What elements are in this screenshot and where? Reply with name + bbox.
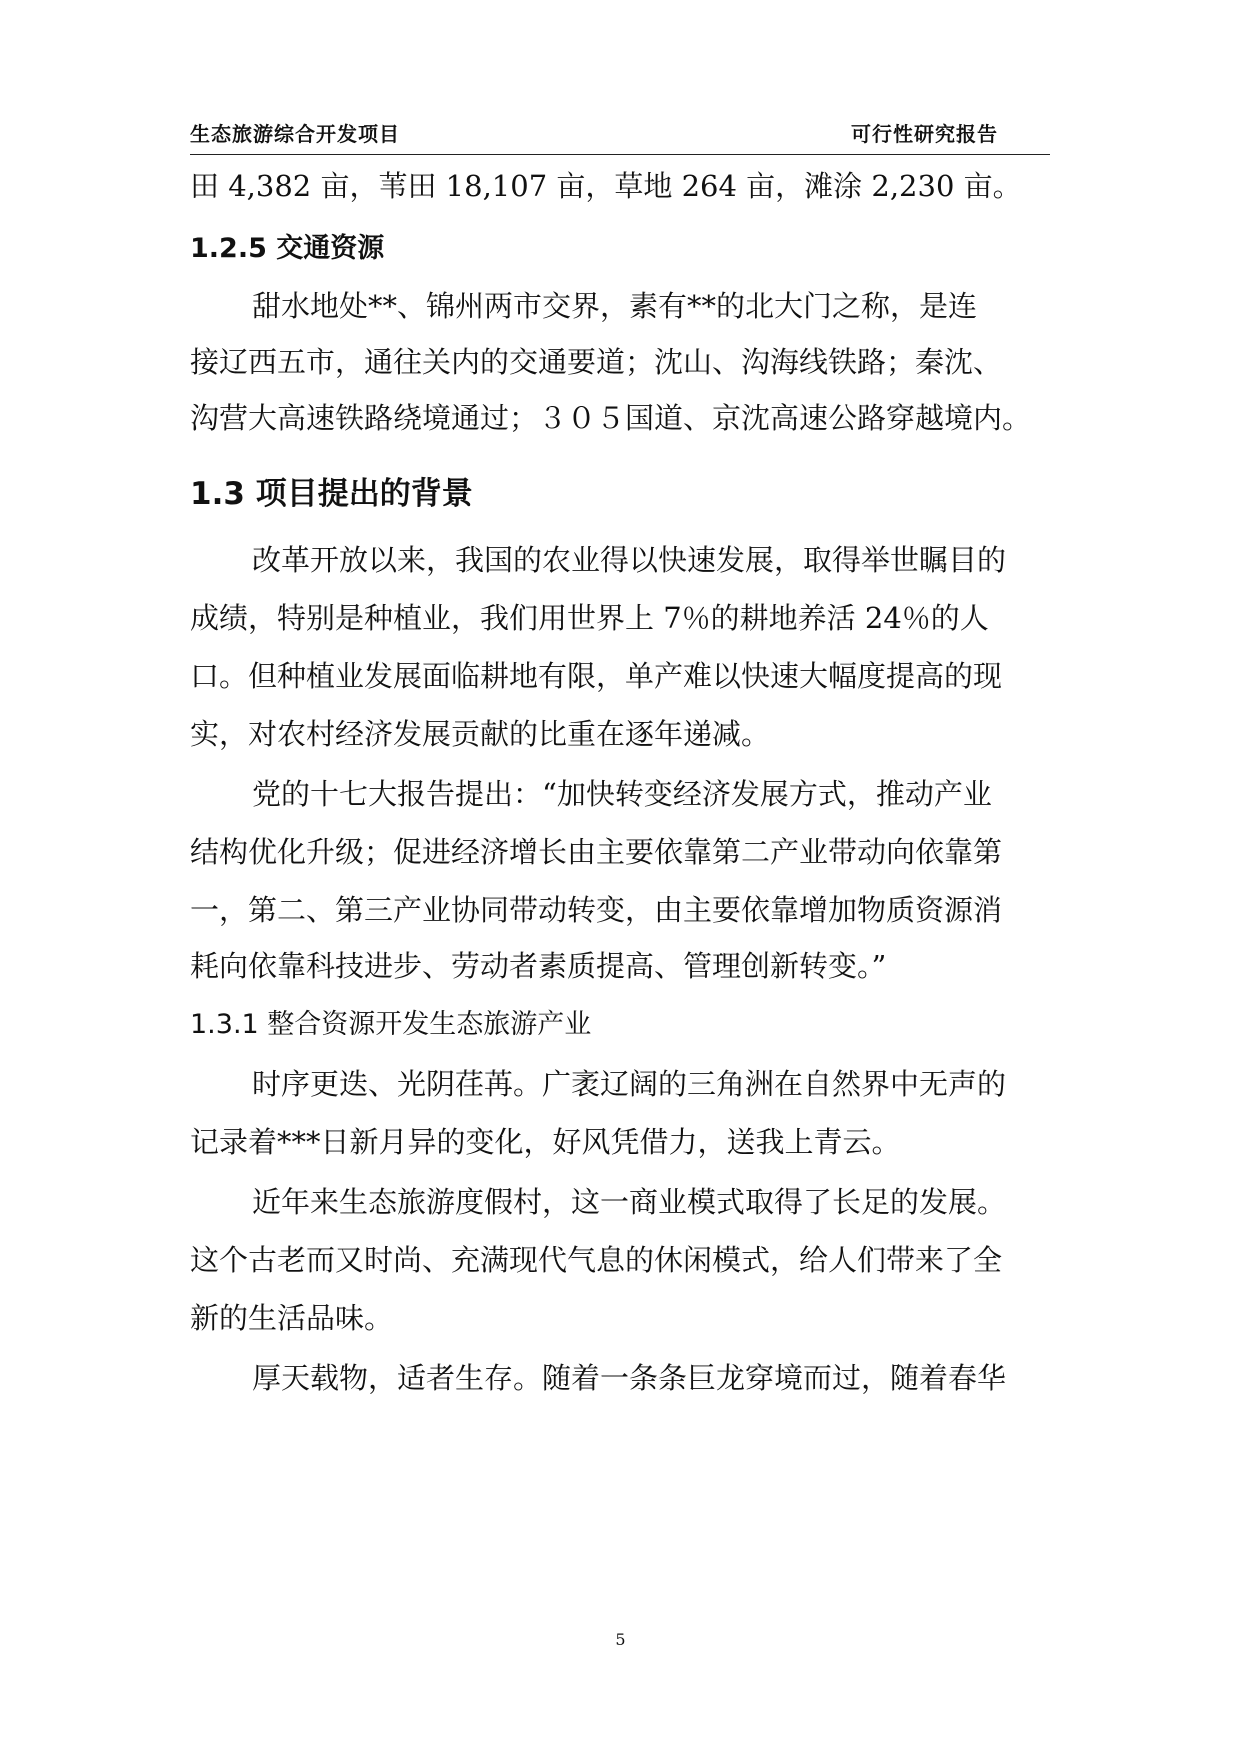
paragraph-line: 记录着***日新月异的变化，好风凭借力，送我上青云。 [190,1125,901,1159]
header-project-title: 生态旅游综合开发项目 [190,122,400,146]
paragraph-line: 时序更迭、光阴荏苒。广袤辽阔的三角洲在自然界中无声的 [252,1067,1007,1101]
paragraph-line: 实，对农村经济发展贡献的比重在逐年递减。 [190,717,771,751]
paragraph-line: 耗向依靠科技进步、劳动者素质提高、管理创新转变。” [190,949,887,983]
paragraph-line: 田 4,382 亩，苇田 18,107 亩，草地 264 亩，滩涂 2,230 亩。 [190,169,1022,203]
section-heading-1-2-5: 1.2.5 交通资源 [190,233,385,264]
page-header [190,118,1050,155]
paragraph-line: 沟营大高速铁路绕境通过；３０５国道、京沈高速公路穿越境内。 [190,401,1032,435]
page-number: 5 [615,1630,626,1649]
paragraph-line: 新的生活品味。 [190,1301,394,1335]
paragraph-line: 这个古老而又时尚、充满现代气息的休闲模式，给人们带来了全 [190,1243,1003,1277]
section-heading-1-3-1: 1.3.1 整合资源开发生态旅游产业 [190,1009,592,1040]
paragraph-line: 一，第二、第三产业协同带动转变，由主要依靠增加物质资源消 [190,893,1003,927]
paragraph-line: 成绩，特别是种植业，我们用世界上 7％的耕地养活 24％的人 [190,601,989,635]
paragraph-line: 口。但种植业发展面临耕地有限，单产难以快速大幅度提高的现 [190,659,1003,693]
paragraph-line: 厚天载物，适者生存。随着一条条巨龙穿境而过，随着春华 [252,1361,1007,1395]
paragraph-line: 改革开放以来，我国的农业得以快速发展，取得举世瞩目的 [252,543,1007,577]
section-heading-1-3: 1.3 项目提出的背景 [190,476,473,512]
paragraph-line: 甜水地处**、锦州两市交界，素有**的北大门之称，是连 [252,289,978,323]
paragraph-line: 近年来生态旅游度假村，这一商业模式取得了长足的发展。 [252,1185,1007,1219]
paragraph-line: 接辽西五市，通往关内的交通要道；沈山、沟海线铁路；秦沈、 [190,345,1003,379]
paragraph-line: 结构优化升级；促进经济增长由主要依靠第二产业带动向依靠第 [190,835,1003,869]
paragraph-line: 党的十七大报告提出：“加快转变经济发展方式，推动产业 [252,777,992,811]
header-report-title: 可行性研究报告 [851,122,998,146]
